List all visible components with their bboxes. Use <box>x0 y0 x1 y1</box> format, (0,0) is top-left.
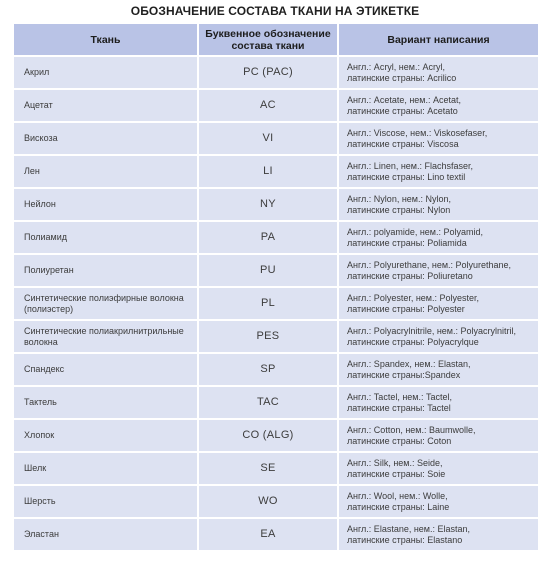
variant-english-german: Англ.: Silk, нем.: Seide, <box>347 457 443 468</box>
variant-cell <box>338 320 538 353</box>
fabric-name: Нейлон <box>24 199 56 209</box>
fabric-code: LI <box>198 155 338 188</box>
fabric-name: Синтетические полиакрилнитрильные <box>24 325 184 336</box>
table-row <box>14 419 538 452</box>
variant-latin: латинские страны: Poliuretano <box>347 270 473 281</box>
table-row <box>14 353 538 386</box>
fabric-cell <box>14 254 198 287</box>
variant-cell <box>338 386 538 419</box>
variant-cell <box>338 485 538 518</box>
fabric-code: TAC <box>198 386 338 419</box>
variant-english-german: Англ.: Polyester, нем.: Polyester, <box>347 292 480 303</box>
variant-cell <box>338 89 538 122</box>
table-header-row <box>14 24 538 56</box>
fabric-name: Синтетические полиэфирные волокна <box>24 292 184 303</box>
variant-latin: латинские страны: Lino textil <box>347 171 466 182</box>
fabric-cell <box>14 320 198 353</box>
variant-english-german: Англ.: Nylon, нем.: Nylon, <box>347 193 451 204</box>
fabric-cell <box>14 419 198 452</box>
variant-english-german: Англ.: Tactel, нем.: Tactel, <box>347 391 452 402</box>
fabric-cell <box>14 353 198 386</box>
variant-latin: латинские страны: Polyester <box>347 303 465 314</box>
fabric-cell <box>14 485 198 518</box>
variant-english-german: Англ.: Polyacrylnitrile, нем.: Polyacrylnitril, <box>347 325 517 336</box>
fabric-name: Акрил <box>24 67 50 77</box>
fabric-cell <box>14 188 198 221</box>
table-row <box>14 386 538 419</box>
variant-latin: латинские страны: Elastano <box>347 534 463 545</box>
variant-latin: латинские страны: Nylon <box>347 204 451 215</box>
variant-latin: латинские страны: Laine <box>347 501 450 512</box>
table-row <box>14 122 538 155</box>
variant-cell <box>338 353 538 386</box>
fabric-code: PES <box>198 320 338 353</box>
fabric-code: WO <box>198 485 338 518</box>
page-title: ОБОЗНАЧЕНИЕ СОСТАВА ТКАНИ НА ЭТИКЕТКЕ <box>130 4 420 18</box>
table-row <box>14 320 538 353</box>
table-row <box>14 155 538 188</box>
variant-latin: латинские страны: Acetato <box>347 105 458 116</box>
table-body <box>14 56 538 550</box>
fabric-name-continued: волокна <box>24 336 58 347</box>
variant-cell <box>338 254 538 287</box>
variant-latin: латинские страны: Polyacrylque <box>347 336 479 347</box>
header-code-line2: состава ткани <box>231 39 305 52</box>
table-row <box>14 485 538 518</box>
variant-cell <box>338 287 538 320</box>
table-row <box>14 518 538 550</box>
fabric-code: PA <box>198 221 338 254</box>
fabric-cell <box>14 155 198 188</box>
table-row <box>14 254 538 287</box>
fabric-name: Полиуретан <box>24 265 74 275</box>
variant-english-german: Англ.: Acryl, нем.: Acryl, <box>347 61 445 72</box>
variant-latin: латинские страны: Poliamida <box>347 237 467 248</box>
variant-cell <box>338 56 538 89</box>
variant-english-german: Англ.: Wool, нем.: Wolle, <box>347 490 448 501</box>
variant-english-german: Англ.: Acetate, нем.: Acetat, <box>347 94 462 105</box>
fabric-name-continued: (полиэстер) <box>24 303 74 314</box>
table-row <box>14 221 538 254</box>
header-code-line1: Буквенное обозначение <box>205 27 331 40</box>
fabric-cell <box>14 89 198 122</box>
variant-latin: латинские страны: Coton <box>347 435 452 446</box>
fabric-name: Вискоза <box>24 133 58 143</box>
variant-cell <box>338 221 538 254</box>
fabric-code: AC <box>198 89 338 122</box>
fabric-name: Тактель <box>24 397 57 407</box>
table-row <box>14 188 538 221</box>
fabric-code: PL <box>198 287 338 320</box>
header-fabric: Ткань <box>14 24 198 56</box>
variant-latin: латинские страны:Spandex <box>347 369 461 380</box>
variant-cell <box>338 452 538 485</box>
variant-cell <box>338 188 538 221</box>
variant-english-german: Англ.: Cotton, нем.: Baumwolle, <box>347 424 476 435</box>
fabric-cell <box>14 287 198 320</box>
fabric-code: SP <box>198 353 338 386</box>
table-row <box>14 287 538 320</box>
header-variant: Вариант написания <box>338 24 538 56</box>
fabric-cell <box>14 386 198 419</box>
fabric-code: PU <box>198 254 338 287</box>
fabric-name: Спандекс <box>24 364 65 374</box>
variant-latin: латинские страны: Acrilico <box>347 72 457 83</box>
variant-english-german: Англ.: polyamide, нем.: Polyamid, <box>347 226 484 237</box>
fabric-code: SE <box>198 452 338 485</box>
table-row <box>14 89 538 122</box>
fabric-name: Лен <box>24 166 40 176</box>
table-row <box>14 452 538 485</box>
variant-english-german: Англ.: Polyurethane, нем.: Polyurethane, <box>347 259 512 270</box>
fabric-cell <box>14 518 198 550</box>
fabric-table <box>14 24 538 550</box>
table-row <box>14 56 538 89</box>
variant-english-german: Англ.: Spandex, нем.: Elastan, <box>347 358 471 369</box>
variant-cell <box>338 419 538 452</box>
fabric-name: Эластан <box>24 529 59 539</box>
fabric-name: Хлопок <box>24 430 55 440</box>
fabric-code: VI <box>198 122 338 155</box>
fabric-code: CO (ALG) <box>198 419 338 452</box>
header-code <box>198 24 338 56</box>
variant-latin: латинские страны: Soie <box>347 468 446 479</box>
fabric-code: NY <box>198 188 338 221</box>
variant-english-german: Англ.: Elastane, нем.: Elastan, <box>347 523 471 534</box>
variant-latin: латинские страны: Viscosa <box>347 138 459 149</box>
variant-cell <box>338 122 538 155</box>
fabric-name: Полиамид <box>24 232 68 242</box>
fabric-cell <box>14 56 198 89</box>
fabric-cell <box>14 452 198 485</box>
fabric-code: PC (PAC) <box>198 56 338 89</box>
variant-english-german: Англ.: Linen, нем.: Flachsfaser, <box>347 160 474 171</box>
fabric-name: Шерсть <box>24 496 56 506</box>
fabric-name: Шелк <box>24 463 47 473</box>
variant-cell <box>338 518 538 550</box>
fabric-cell <box>14 221 198 254</box>
fabric-code: EA <box>198 518 338 550</box>
variant-latin: латинские страны: Tactel <box>347 402 451 413</box>
variant-cell <box>338 155 538 188</box>
variant-english-german: Англ.: Viscose, нем.: Viskosefaser, <box>347 127 488 138</box>
fabric-name: Ацетат <box>24 100 53 110</box>
fabric-cell <box>14 122 198 155</box>
